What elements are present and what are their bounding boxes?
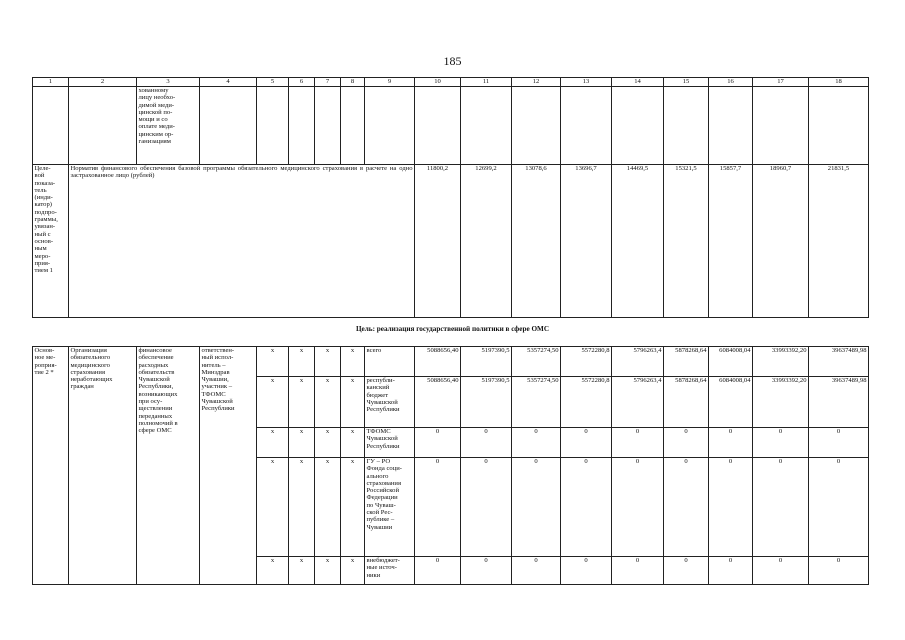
x-mark: x: [289, 458, 315, 557]
col-header: 8: [341, 78, 365, 87]
value-cell: 5088656,40: [415, 377, 461, 428]
col-header: 17: [753, 78, 809, 87]
main-table: [32, 346, 869, 585]
x-mark: x: [289, 557, 315, 585]
x-mark: x: [341, 557, 365, 585]
value-cell: 0: [512, 428, 561, 458]
value-cell: 5878268,64: [664, 347, 709, 377]
x-mark: x: [341, 428, 365, 458]
col-header: 9: [365, 78, 415, 87]
x-mark: x: [341, 377, 365, 428]
x-mark: x: [257, 557, 289, 585]
top-table: [32, 77, 869, 318]
measure-label: Основ- ное ме- роприя- тие 2 *: [33, 347, 69, 585]
value-cell: 0: [461, 428, 512, 458]
value-cell: 5572280,8: [561, 377, 612, 428]
indicator-value: 12699,2: [461, 165, 512, 318]
col-header: 18: [809, 78, 869, 87]
indicator-text: Норматив финансового обеспечения базовой программы обязательного медицинского страхования в расчете на одно застрахованное лицо (рублей): [69, 165, 415, 318]
value-cell: 0: [561, 557, 612, 585]
value-cell: 5796263,4: [612, 347, 664, 377]
x-mark: x: [289, 428, 315, 458]
col-header: 1: [33, 78, 69, 87]
value-cell: 5357274,50: [512, 377, 561, 428]
col-header: 3: [137, 78, 200, 87]
funding-source: ТФОМС Чувашской Республики: [365, 428, 415, 458]
value-cell: 0: [753, 428, 809, 458]
x-mark: x: [257, 428, 289, 458]
measure-description: финансовое обеспечение расходных обязательств Чувашской Республики, возникающих при осу- ществлении переданных полномочий в сфере ОМС: [137, 347, 200, 585]
value-cell: 39637489,98: [809, 377, 869, 428]
value-cell: 0: [612, 458, 664, 557]
value-cell: 0: [709, 428, 753, 458]
value-cell: 0: [415, 557, 461, 585]
value-cell: 0: [612, 557, 664, 585]
indicator-value: 13078,6: [512, 165, 561, 318]
indicator-value: 15321,5: [664, 165, 709, 318]
indicator-value: 18960,7: [753, 165, 809, 318]
indicator-value: 21831,5: [809, 165, 869, 318]
indicator-value: 14469,5: [612, 165, 664, 318]
value-cell: 5088656,40: [415, 347, 461, 377]
col-header: 11: [461, 78, 512, 87]
x-mark: x: [257, 347, 289, 377]
value-cell: 0: [512, 557, 561, 585]
value-cell: 0: [709, 458, 753, 557]
goal-heading: Цель: реализация государственной политики в сфере ОМС: [355, 325, 550, 333]
col-header: 15: [664, 78, 709, 87]
value-cell: 0: [809, 557, 869, 585]
page-number: 185: [443, 54, 462, 68]
value-cell: 0: [415, 428, 461, 458]
value-cell: 0: [709, 557, 753, 585]
value-cell: 0: [461, 557, 512, 585]
value-cell: 6084008,04: [709, 377, 753, 428]
value-cell: 5197390,5: [461, 377, 512, 428]
value-cell: 0: [664, 557, 709, 585]
x-mark: x: [315, 347, 341, 377]
x-mark: x: [315, 428, 341, 458]
x-mark: x: [289, 377, 315, 428]
x-mark: x: [315, 557, 341, 585]
header-row: [33, 78, 869, 87]
col-header: 14: [612, 78, 664, 87]
value-cell: 0: [461, 458, 512, 557]
value-cell: 5572280,8: [561, 347, 612, 377]
x-mark: x: [315, 458, 341, 557]
col-header: 7: [315, 78, 341, 87]
measure-name: Организация обязательного медицинского страхования неработающих граждан: [69, 347, 137, 585]
value-cell: 5878268,64: [664, 377, 709, 428]
funding-source: ГУ – РО Фонда соци- ального страхования Российской Федерации по Чуваш- ской Рес- публике – Чувашии: [365, 458, 415, 557]
value-cell: 0: [809, 428, 869, 458]
value-cell: 0: [809, 458, 869, 557]
col-header: 6: [289, 78, 315, 87]
funding-source: внебюджет- ные источ- ники: [365, 557, 415, 585]
value-cell: 0: [753, 458, 809, 557]
col-header: 2: [69, 78, 137, 87]
funding-source: всего: [365, 347, 415, 377]
value-cell: 5197390,5: [461, 347, 512, 377]
continuation-row: [33, 87, 869, 165]
value-cell: 33993392,20: [753, 377, 809, 428]
value-cell: 6084008,04: [709, 347, 753, 377]
x-mark: x: [341, 458, 365, 557]
value-cell: 5796263,4: [612, 377, 664, 428]
indicator-value: 15857,7: [709, 165, 753, 318]
x-mark: x: [315, 377, 341, 428]
x-mark: x: [257, 377, 289, 428]
value-cell: 5357274,50: [512, 347, 561, 377]
value-cell: 39637489,98: [809, 347, 869, 377]
col-header: 10: [415, 78, 461, 87]
value-cell: 0: [415, 458, 461, 557]
col-header: 12: [512, 78, 561, 87]
x-mark: x: [257, 458, 289, 557]
responsible-executor: ответствен- ный испол- нитель – Минздрав Чувашии, участник – ТФОМС Чувашской Республики: [200, 347, 257, 585]
indicator-label: Целе- вой показа- тель (инди- катор) подпро- граммы, увязан- ный с основ- ным меро- прия- тием 1: [33, 165, 69, 318]
continuation-text: хованному лицу необхо- димой меди- цинской по- мощи и со оплате меди- цинским ор- ганизациям: [137, 87, 200, 165]
value-cell: 0: [612, 428, 664, 458]
value-cell: 0: [664, 458, 709, 557]
value-cell: 0: [664, 428, 709, 458]
indicator-value: 11800,2: [415, 165, 461, 318]
value-cell: 33993392,20: [753, 347, 809, 377]
x-mark: x: [341, 347, 365, 377]
value-cell: 0: [561, 458, 612, 557]
value-cell: 0: [561, 428, 612, 458]
value-cell: 0: [753, 557, 809, 585]
col-header: 4: [200, 78, 257, 87]
col-header: 5: [257, 78, 289, 87]
indicator-row: [33, 165, 869, 318]
x-mark: x: [289, 347, 315, 377]
col-header: 13: [561, 78, 612, 87]
table-row: [33, 347, 869, 377]
indicator-value: 13696,7: [561, 165, 612, 318]
value-cell: 0: [512, 458, 561, 557]
funding-source: республи- канский бюджет Чувашской Республики: [365, 377, 415, 428]
col-header: 16: [709, 78, 753, 87]
